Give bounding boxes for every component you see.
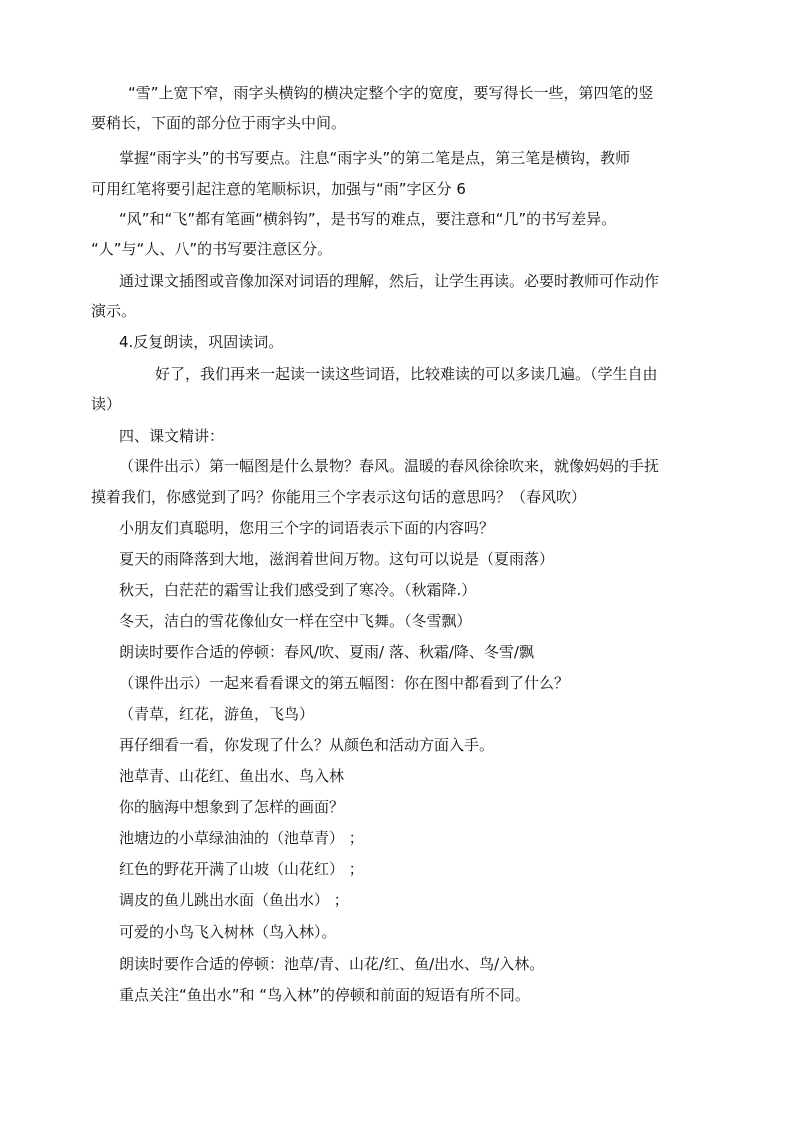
- paragraph-line-7: 通过课文插图或音像加深对词语的理解，然后，让学生再读。必要时教师可作动作: [119, 272, 660, 290]
- paragraph-line-27: 调皮的鱼儿跳出水面（鱼出水） ；: [119, 891, 349, 909]
- paragraph-line-19: 朗读时要作合适的停顿：春风/吹、夏雨/ 落、秋霜/降、冬雪/飘: [119, 643, 534, 661]
- paragraph-line-29: 朗读时要作合适的停顿：池草/青、山花/红、鱼/出水、鸟/入林。: [119, 955, 545, 973]
- paragraph-line-21: （青草，红花，游鱼，飞鸟）: [119, 705, 315, 723]
- paragraph-line-2: 要稍长，下面的部分位于雨字头中间。: [91, 114, 347, 132]
- paragraph-line-24: 你的脑海中想象到了怎样的画面？: [119, 798, 345, 816]
- paragraph-line-30: 重点关注“鱼出水”和 “鸟入林”的停顿和前面的短语有所不同。: [119, 986, 530, 1004]
- paragraph-line-28: 可爱的小鸟飞入树林（鸟入林）。: [119, 923, 337, 941]
- paragraph-line-13: （课件出示）第一幅图是什么景物？春风。温暖的春风徐徐吹来，就像妈妈的手抚: [119, 457, 660, 475]
- paragraph-line-4: 可用红笔将要引起注意的笔顺标识，加强与“雨”字区分 6: [91, 180, 466, 198]
- paragraph-line-26: 红色的野花开满了山坡（山花红） ；: [119, 860, 364, 878]
- paragraph-line-20: （课件出示）一起来看看课文的第五幅图：你在图中都看到了什么？: [119, 674, 570, 692]
- paragraph-line-18: 冬天，洁白的雪花像仙女一样在空中飞舞。（冬雪飘）: [119, 612, 472, 630]
- paragraph-line-11: 读）: [91, 395, 122, 413]
- paragraph-line-22: 再仔细看一看，你发现了什么？从颜色和活动方面入手。: [119, 736, 495, 754]
- paragraph-line-1: “雪”上宽下窄，雨字头横钩的横决定整个字的宽度，要写得长一些，第四笔的竖: [128, 84, 654, 102]
- paragraph-line-3: 掌握“雨字头”的书写要点。注息“雨字头”的第二笔是点，第三笔是横钩，教师: [119, 149, 631, 167]
- paragraph-line-25: 池塘边的小草绿油油的（池草青） ；: [119, 829, 364, 847]
- paragraph-line-6: “人”与“人、八”的书写要注意区分。: [91, 240, 333, 258]
- paragraph-line-23: 池草青、山花红、鱼出水、鸟入林: [119, 767, 345, 785]
- paragraph-line-15: 小朋友们真聪明，您用三个字的词语表示下面的内容吗？: [119, 519, 495, 537]
- paragraph-line-5: “风”和“飞”都有笔画“横斜钩”，是书写的难点，要注意和“几”的书写差异。: [119, 210, 617, 228]
- paragraph-line-8: 演示。: [91, 302, 137, 320]
- paragraph-line-10: 好了，我们再来一起读一读这些词语，比较难读的可以多读几遍。（学生自由: [155, 365, 658, 383]
- paragraph-line-16: 夏天的雨降落到大地，滋润着世间万物。这句可以说是（夏雨落）: [119, 550, 555, 568]
- paragraph-line-17: 秋天，白茫茫的霜雪让我们感受到了寒冷。（秋霜降.）: [119, 581, 477, 599]
- section-heading: 四、课文精讲：: [119, 427, 225, 445]
- paragraph-line-14: 摸着我们，你感觉到了吗？你能用三个字表示这句话的意思吗？（春风吹）: [91, 488, 587, 506]
- paragraph-line-9: 4.反复朗读，巩固读词。: [119, 333, 284, 351]
